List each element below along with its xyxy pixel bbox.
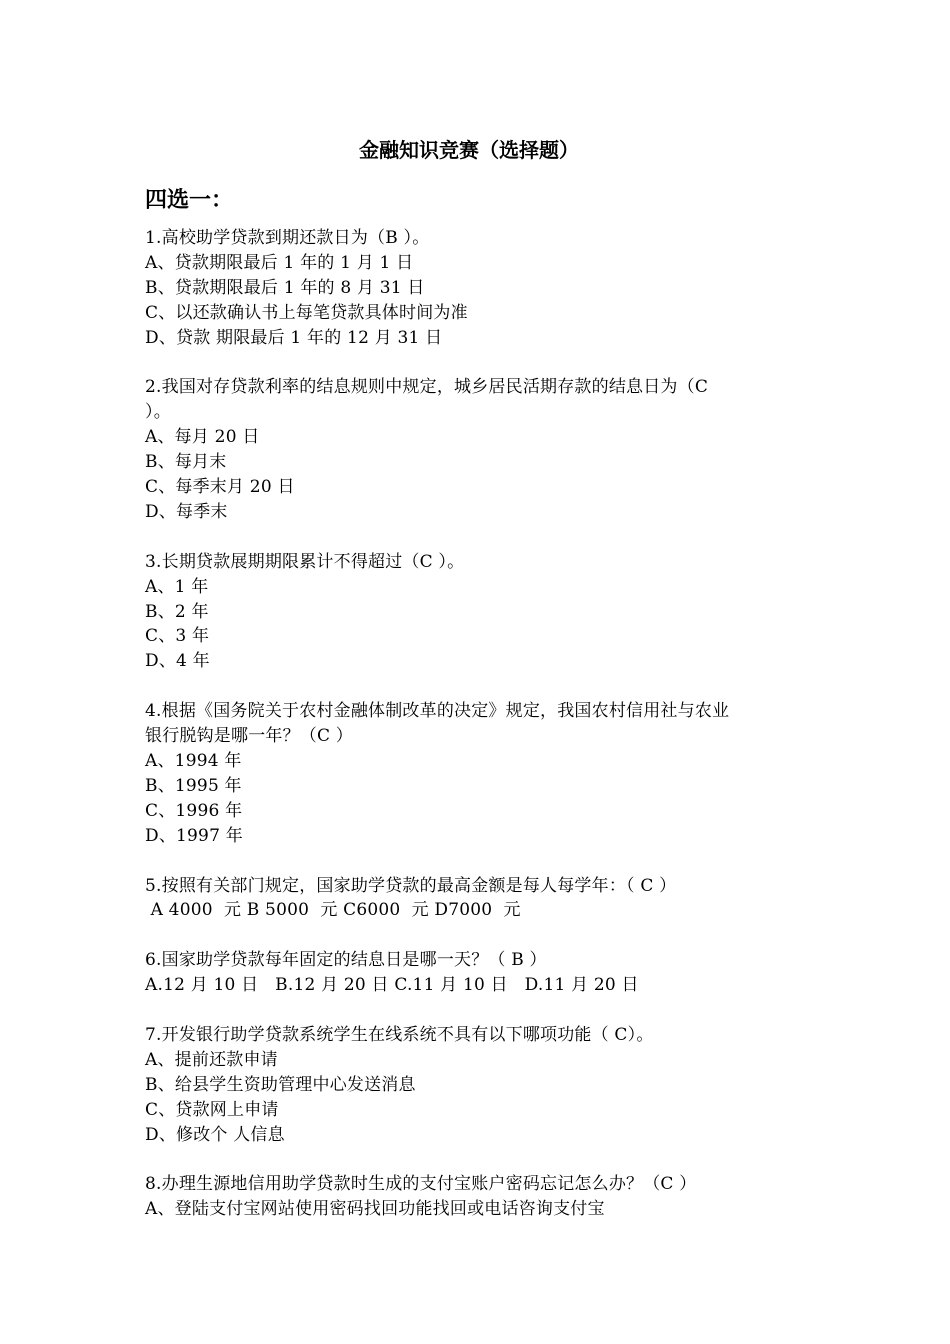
option-c: C、1996 年 — [145, 800, 243, 821]
option-c: C、以还款确认书上每笔贷款具体时间为准 — [145, 302, 468, 323]
question-8 — [145, 1172, 813, 1222]
option-d: D、每季末 — [145, 501, 228, 522]
option-d: D、贷款 期限最后 1 年的 12 月 31 日 — [145, 327, 443, 348]
option-d: D、1997 年 — [145, 825, 243, 846]
question-stem: 6.国家助学贷款每年固定的结息日是哪一天？（ B ） — [145, 950, 547, 971]
question-4 — [145, 699, 813, 848]
question-5 — [145, 874, 813, 924]
option-c: C、3 年 — [145, 626, 210, 647]
question-7 — [145, 1023, 813, 1148]
option-b: B、1995 年 — [145, 775, 242, 796]
question-stem: 8.办理生源地信用助学贷款时生成的支付宝账户密码忘记怎么办？（C ） — [145, 1174, 697, 1195]
option-a: A、1 年 — [145, 576, 209, 597]
question-6 — [145, 948, 813, 998]
option-b: B、给县学生资助管理中心发送消息 — [145, 1074, 416, 1095]
question-3 — [145, 550, 813, 675]
question-stem-line-1: 4.根据《国务院关于农村金融体制改革的决定》规定，我国农村信用社与农业 — [145, 701, 730, 722]
section-heading: 四选一： — [145, 188, 234, 213]
question-1 — [145, 226, 813, 351]
question-stem-line-1: 2.我国对存贷款利率的结息规则中规定，城乡居民活期存款的结息日为（C — [145, 377, 709, 398]
option-c: C、贷款网上申请 — [145, 1099, 279, 1120]
options-inline: A.12 月 10 日 B.12 月 20 日 C.11 月 10 日 D.11 月 20 日 — [145, 975, 639, 996]
option-d: D、4 年 — [145, 651, 210, 672]
option-b: B、贷款期限最后 1 年的 8 月 31 日 — [145, 277, 425, 298]
question-2 — [145, 375, 813, 524]
question-stem-line-2: ）。 — [145, 402, 171, 423]
question-stem: 7.开发银行助学贷款系统学生在线系统不具有以下哪项功能（ C）。 — [145, 1024, 654, 1045]
option-a: A、贷款期限最后 1 年的 1 月 1 日 — [145, 252, 414, 273]
option-a: A、提前还款申请 — [145, 1049, 278, 1070]
question-stem: 1.高校助学贷款到期还款日为（B ）。 — [145, 228, 430, 248]
option-c: C、每季末月 20 日 — [145, 477, 295, 498]
question-list — [145, 226, 813, 1247]
option-a: A、1994 年 — [145, 750, 242, 771]
option-a: A、每月 20 日 — [145, 427, 260, 448]
option-b: B、每月末 — [145, 452, 227, 473]
question-stem-line-2: 银行脱钩是哪一年？（C ） — [145, 726, 354, 747]
question-stem: 3.长期贷款展期期限累计不得超过（C ）。 — [145, 551, 465, 572]
document-title: 金融知识竞赛（选择题） — [359, 138, 579, 162]
option-a: A、登陆支付宝网站使用密码找回功能找回或电话咨询支付宝 — [145, 1199, 605, 1220]
option-b: B、2 年 — [145, 601, 209, 622]
option-d: D、修改个 人信息 — [145, 1124, 285, 1145]
question-stem: 5.按照有关部门规定，国家助学贷款的最高金额是每人每学年：（ C ） — [145, 875, 677, 896]
options-inline: A 4000 元 B 5000 元 C6000 元 D7000 元 — [145, 900, 521, 921]
